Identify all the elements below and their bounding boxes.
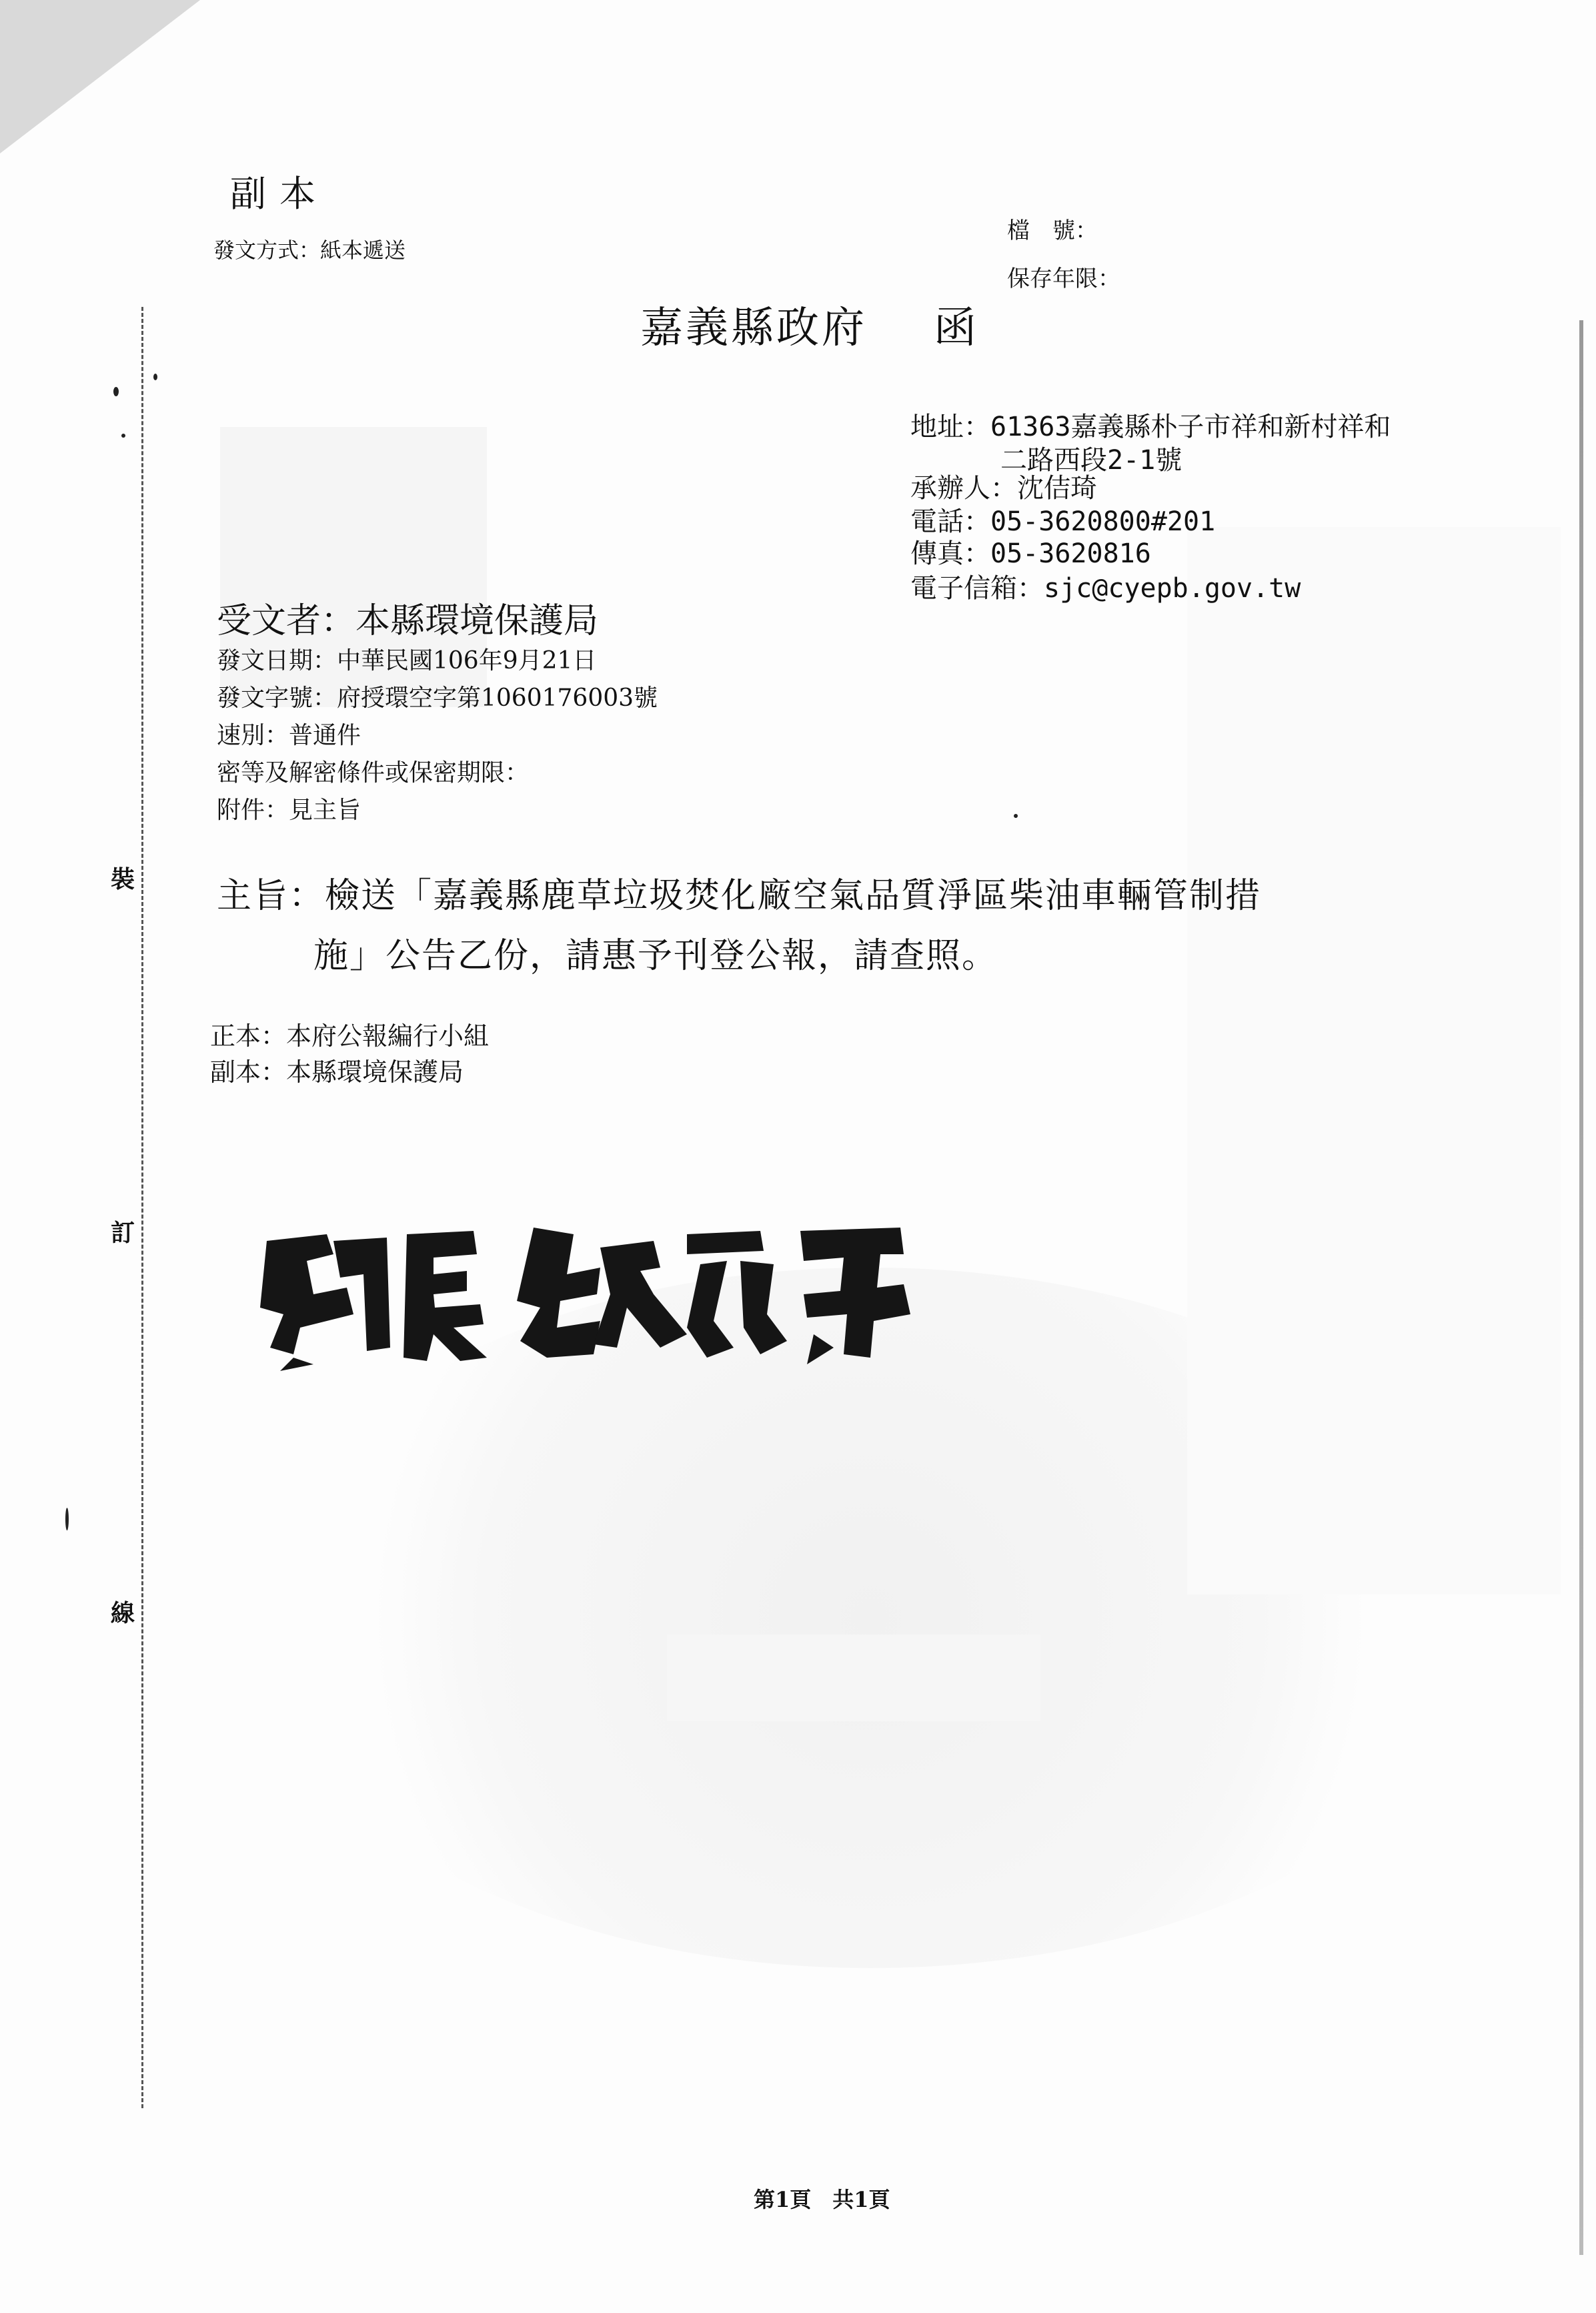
scan-speck <box>1014 814 1018 818</box>
document-kind: 函 <box>934 304 976 353</box>
subject-line-1: 主旨：檢送「嘉義縣鹿草垃圾焚化廠空氣品質淨區柴油車輛管制措 <box>217 876 1262 916</box>
send-method: 發文方式：紙本遞送 <box>213 238 406 263</box>
page-number: 第1頁 共1頁 <box>754 2187 890 2212</box>
secrecy-level: 密等及解密條件或保密期限： <box>217 759 530 787</box>
binding-mark-ding: 訂 <box>111 1219 135 1247</box>
bleed-through-block <box>667 1635 1040 1721</box>
contact-email: 電子信箱：sjc@cyepb.gov.tw <box>910 573 1301 604</box>
scan-speck <box>65 1508 69 1530</box>
scan-speck <box>153 374 157 380</box>
contact-handler: 承辦人：沈佶琦 <box>910 473 1097 504</box>
contact-address-line2: 二路西段2-1號 <box>1000 445 1182 476</box>
folded-corner <box>0 0 200 153</box>
contact-phone: 電話：05-3620800#201 <box>910 506 1216 537</box>
recipient: 受文者：本縣環境保護局 <box>217 601 599 641</box>
document-number: 發文字號：府授環空字第1060176003號 <box>217 684 658 712</box>
copy-label: 副本 <box>230 173 329 215</box>
contact-address-line1: 地址：61363嘉義縣朴子市祥和新村祥和 <box>910 412 1391 442</box>
subject-line-2: 施」公告乙份，請惠予刊登公報，請查照。 <box>313 936 998 976</box>
attachment: 附件：見主旨 <box>217 797 361 824</box>
magistrate-signature-stamp <box>253 1214 920 1374</box>
distribution-copy: 副本：本縣環境保護局 <box>210 1057 464 1087</box>
binding-mark-xian: 線 <box>111 1599 135 1627</box>
priority: 速別：普通件 <box>217 722 361 749</box>
scan-speck <box>121 434 125 438</box>
agency-title: 嘉義縣政府 <box>640 304 867 353</box>
scan-speck <box>113 387 119 396</box>
binding-dashed-line <box>141 307 143 2108</box>
distribution-main: 正本：本府公報編行小組 <box>210 1021 490 1051</box>
page-edge-shadow <box>1579 320 1583 2255</box>
file-number-label: 檔 號： <box>1007 217 1098 244</box>
issue-date: 發文日期：中華民國106年9月21日 <box>217 647 597 674</box>
contact-fax: 傳真：05-3620816 <box>910 538 1151 569</box>
retention-period-label: 保存年限： <box>1007 266 1120 292</box>
binding-mark-zhuang: 裝 <box>111 865 135 893</box>
bleed-through-column <box>1187 527 1561 1594</box>
